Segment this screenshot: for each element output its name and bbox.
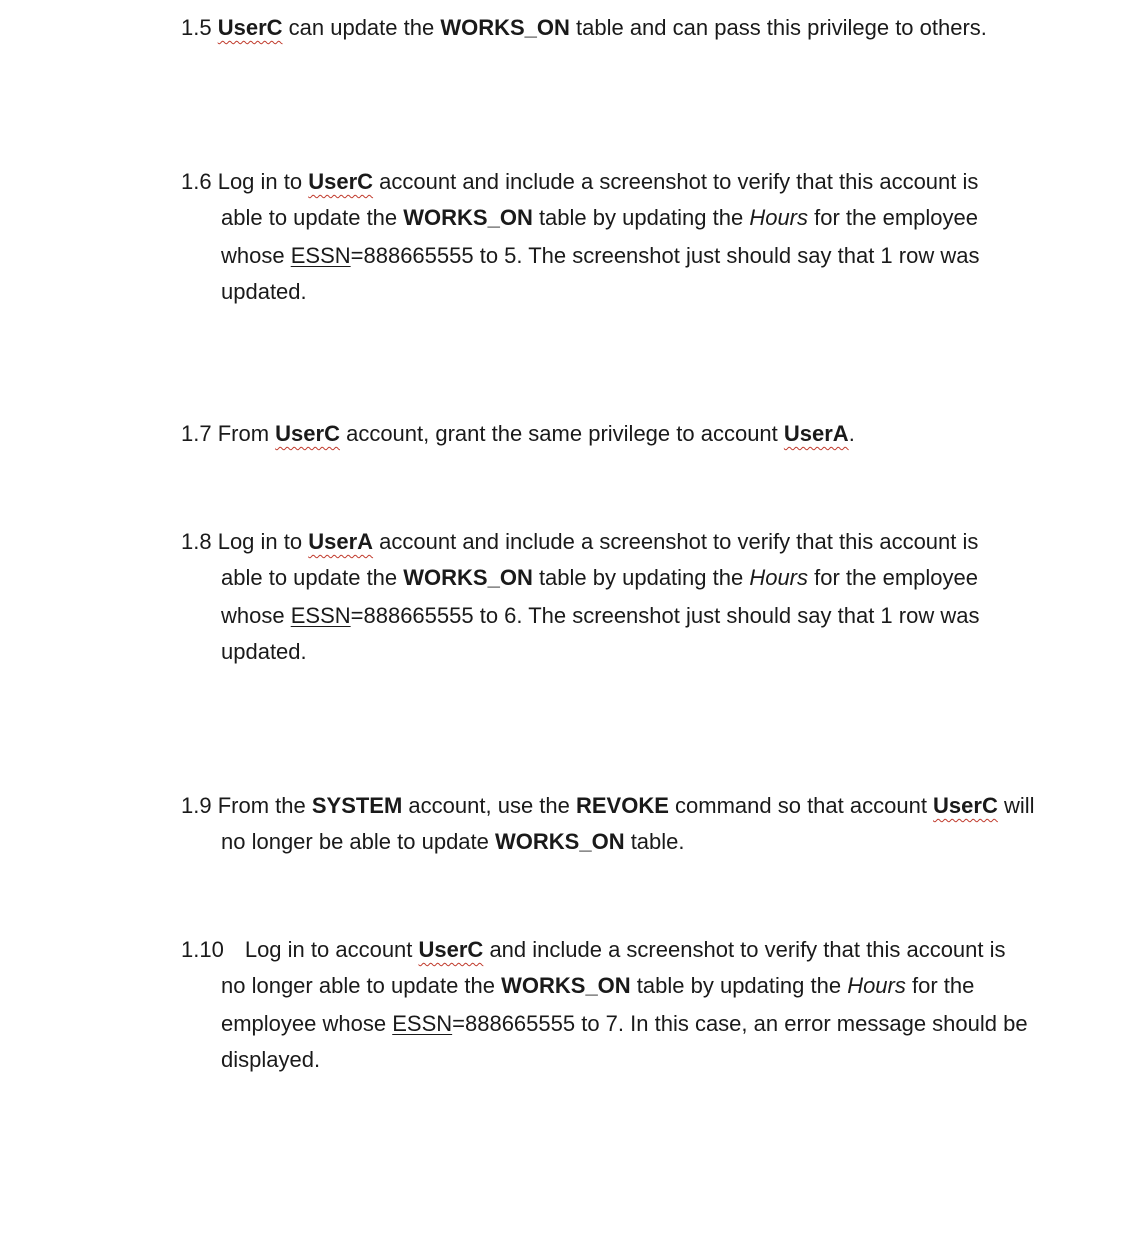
column-name: ESSN [290,243,351,268]
username: UserA [308,529,374,554]
command-name: REVOKE [575,793,669,818]
item-line: 1.8 Log in to UserA account and include a screenshot to verify that this account is [181,529,979,554]
username: UserA [783,421,849,446]
item-line: no longer be able to update WORKS_ON table. [221,829,685,854]
column-name: ESSN [290,603,351,628]
item-number: 1.10 [181,937,224,962]
table-name: WORKS_ON [403,565,533,590]
item-line: no longer able to update the WORKS_ON table by updating the Hours for the [221,973,975,998]
item-line: updated. [221,639,307,664]
item-number: 1.9 [181,793,212,818]
item-number: 1.5 [181,15,212,40]
username: UserC [933,793,998,818]
item-line: 1.7 From UserC account, grant the same privilege to account UserA. [181,421,855,446]
column-name: Hours [749,565,809,590]
item-line: 1.10 Log in to account UserC and include a screenshot to verify that this account is [181,937,1006,962]
username: UserC [418,937,484,962]
username: UserC [217,15,283,40]
item-line: able to update the WORKS_ON table by updating the Hours for the employee [221,565,978,590]
item-line: whose ESSN=888665555 to 6. The screenshot just should say that 1 row was [221,603,980,628]
account-name: SYSTEM [311,793,403,818]
table-name: WORKS_ON [501,973,631,998]
column-name: ESSN [392,1011,453,1036]
item-line: whose ESSN=888665555 to 5. The screenshot just should say that 1 row was [221,243,980,268]
item-line: 1.5 UserC can update the WORKS_ON table and can pass this privilege to others. [181,15,987,40]
username: UserC [308,169,374,194]
column-name: Hours [847,973,906,998]
item-line: employee whose ESSN=888665555 to 7. In this case, an error message should be [221,1011,1028,1036]
item-number: 1.7 [181,421,212,446]
item-line: displayed. [221,1047,321,1072]
item-line: updated. [221,279,307,304]
username: UserC [275,421,340,446]
item-line: 1.9 From the SYSTEM account, use the REVOKE command so that account UserC will [181,793,1035,818]
item-line: 1.6 Log in to UserC account and include a screenshot to verify that this account is [181,169,979,194]
table-name: WORKS_ON [403,205,533,230]
table-name: WORKS_ON [495,829,625,854]
item-number: 1.8 [181,529,212,554]
item-line: able to update the WORKS_ON table by updating the Hours for the employee [221,205,978,230]
item-number: 1.6 [181,169,212,194]
column-name: Hours [749,205,809,230]
table-name: WORKS_ON [440,15,570,40]
